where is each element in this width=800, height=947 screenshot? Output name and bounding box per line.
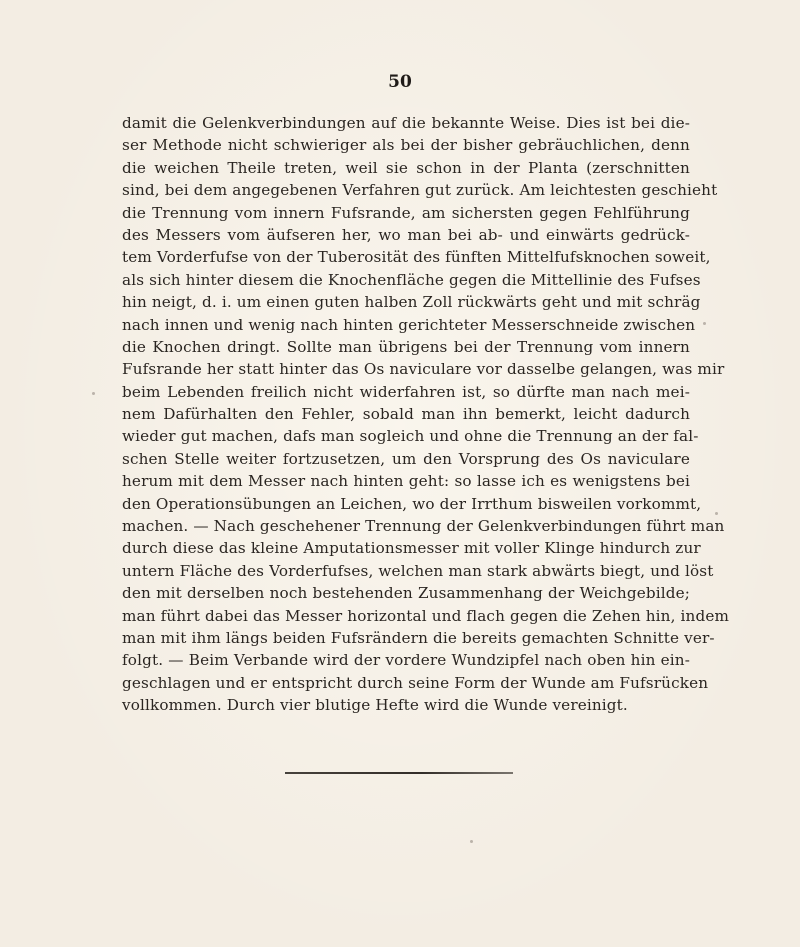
- text-line: vollkommen. Durch vier blutige Hefte wird die Wunde vereinigt.: [122, 696, 628, 715]
- paper-speck: [470, 840, 473, 843]
- paper-speck: [703, 322, 706, 325]
- text-line: man mit ihm längs beiden Fufsrändern die bereits gemachten Schnitte ver-: [122, 628, 715, 647]
- text-line: beim Lebenden freilich nicht widerfahren ist, so dürfte man nach mei-: [122, 382, 690, 401]
- text-line: den mit derselben noch bestehenden Zusammenhang der Weichgebilde;: [122, 584, 690, 603]
- text-line: hin neigt, d. i. um einen guten halben Zoll rückwärts geht und mit schräg: [122, 293, 701, 312]
- text-line: geschlagen und er entspricht durch seine Form der Wunde am Fufsrücken: [122, 673, 709, 692]
- text-line: Fufsrande her statt hinter das Os naviculare vor dasselbe gelangen, was mir: [122, 360, 725, 379]
- body-text: [122, 112, 730, 717]
- text-line: sind, bei dem angegebenen Verfahren gut zurück. Am leichtesten geschieht: [122, 181, 718, 200]
- text-line: die Trennung vom innern Fufsrande, am sichersten gegen Fehlführung: [122, 203, 690, 222]
- paper-speck: [715, 512, 718, 515]
- text-line: herum mit dem Messer nach hinten geht: so lasse ich es wenigstens bei: [122, 472, 690, 491]
- text-line: damit die Gelenkverbindungen auf die bekannte Weise. Dies ist bei die-: [122, 114, 690, 132]
- text-line: des Messers vom äufseren her, wo man bei ab- und einwärts gedrück-: [122, 225, 690, 244]
- text-line: machen. — Nach geschehener Trennung der Gelenkverbindungen führt man: [122, 517, 725, 536]
- paper-speck: [92, 392, 95, 395]
- text-line: tem Vorderfufse von der Tuberosität des fünften Mittelfufsknochen soweit,: [122, 248, 711, 267]
- page-number: 50: [388, 72, 412, 92]
- text-line: wieder gut machen, dafs man sogleich und ohne die Trennung an der fal-: [122, 427, 699, 446]
- text-line: schen Stelle weiter fortzusetzen, um den Vorsprung des Os naviculare: [122, 449, 690, 468]
- text-line: nach innen und wenig nach hinten gerichteter Messerschneide zwischen: [122, 315, 696, 334]
- text-line: man führt dabei das Messer horizontal und flach gegen die Zehen hin, indem: [122, 606, 730, 625]
- section-divider: [285, 772, 513, 774]
- text-line: folgt. — Beim Verbande wird der vordere Wundzipfel nach oben hin ein-: [122, 651, 690, 670]
- text-line: die weichen Theile treten, weil sie schon in der Planta (zerschnitten: [122, 158, 690, 177]
- text-line: als sich hinter diesem die Knochenfläche gegen die Mittellinie des Fufses: [122, 270, 701, 289]
- text-line: den Operationsübungen an Leichen, wo der Irrthum bisweilen vorkommt,: [122, 494, 702, 513]
- text-line: ser Methode nicht schwieriger als bei der bisher gebräuchlichen, denn: [122, 136, 690, 155]
- text-line: untern Fläche des Vorderfufses, welchen man stark abwärts biegt, und löst: [122, 561, 714, 580]
- text-line: durch diese das kleine Amputationsmesser mit voller Klinge hindurch zur: [122, 539, 701, 558]
- text-line: die Knochen dringt. Sollte man übrigens bei der Trennung vom innern: [122, 337, 690, 356]
- text-line: nem Dafürhalten den Fehler, sobald man ihn bemerkt, leicht dadurch: [122, 405, 690, 424]
